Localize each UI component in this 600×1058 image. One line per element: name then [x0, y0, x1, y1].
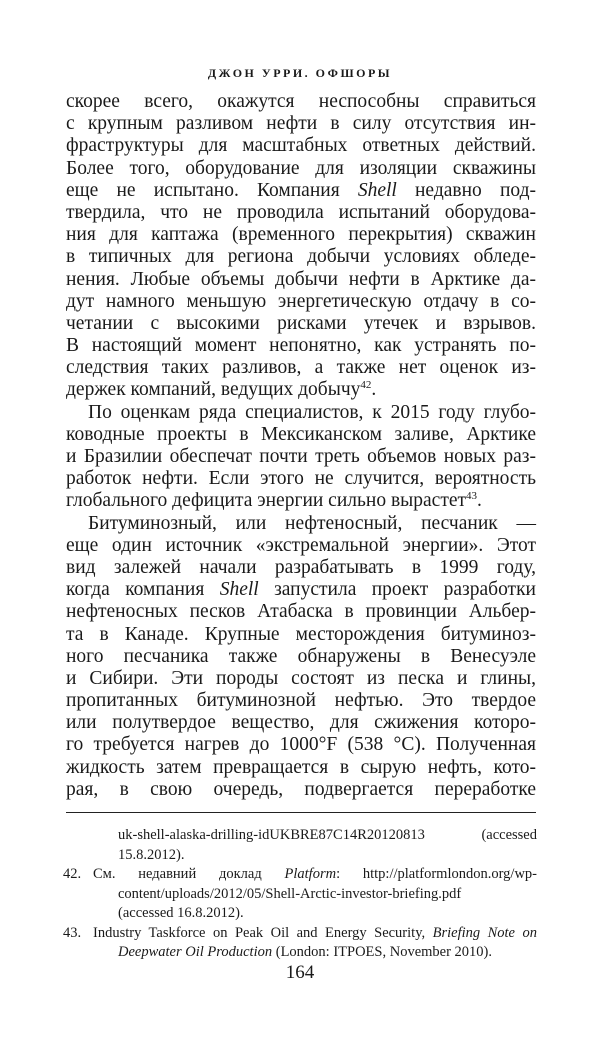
italic-text: Deepwater Oil Production — [118, 944, 273, 960]
text-line — [66, 757, 536, 779]
text-line — [66, 246, 536, 268]
text-segment: в типичных для региона добычи условиях обледе- — [66, 246, 536, 268]
text-line — [66, 557, 536, 579]
text-segment: content/uploads/2012/05/Shell-Arctic-investor-briefing.pdf — [118, 885, 462, 902]
footnote-number: 43. — [63, 924, 82, 941]
footnote-line — [63, 943, 537, 963]
text-segment: (London: ITPOES, November 2010). — [272, 944, 492, 960]
text-segment: Industry Taskforce on Peak Oil and Energy Security, — [93, 924, 433, 941]
text-segment: нефтеносных песков Атабаска в провинции Альбер- — [66, 601, 536, 623]
text-segment: жидкость затем превращается в сырую нефть, кото- — [66, 756, 536, 778]
italic-text: Shell — [357, 179, 397, 201]
footnote-line — [63, 865, 537, 885]
footnote-line — [63, 904, 537, 924]
text-segment: или полутвердое вещество, для сжижения которо- — [66, 712, 536, 734]
text-segment: еще один источник «экстремальной энергии». Этот — [66, 534, 536, 556]
footnotes — [63, 826, 537, 963]
text-segment: Более того, оборудование для изоляции скважины — [66, 157, 536, 179]
text-segment: 15.8.2012). — [118, 846, 185, 863]
footnote-divider — [66, 812, 536, 813]
text-line — [66, 513, 536, 535]
footnote-ref: 43 — [466, 490, 478, 503]
text-line — [66, 646, 536, 668]
footnote-line — [63, 846, 537, 866]
text-segment: См. недавний доклад — [93, 866, 285, 882]
text-line — [66, 402, 536, 424]
text-line — [66, 446, 536, 468]
text-line — [66, 490, 536, 512]
text-line — [66, 579, 536, 601]
text-segment: запустила проект разработки — [258, 579, 536, 601]
italic-text: Platform — [284, 866, 337, 882]
text-line — [66, 535, 536, 557]
text-segment: недавно под- — [396, 179, 536, 201]
text-segment: рая, в свою очередь, подвергается переработке — [66, 778, 536, 800]
text-segment: : http://platformlondon.org/wp- — [336, 866, 537, 882]
text-line — [66, 202, 536, 224]
text-line — [66, 379, 536, 401]
text-line — [66, 712, 536, 734]
text-segment: держек компаний, ведущих добычу — [66, 379, 361, 401]
text-segment: ния для каптажа (временного перекрытия) скважин — [66, 224, 536, 246]
text-line — [66, 779, 536, 801]
text-segment: глобального дефицита энергии сильно вырастет — [66, 490, 467, 512]
page-number: 164 — [285, 962, 315, 983]
text-segment: с крупным разливом нефти в силу отсутствия ин- — [66, 113, 536, 135]
text-line — [66, 269, 536, 291]
text-line — [66, 335, 536, 357]
running-header: ДЖОН УРРИ. ОФШОРЫ — [207, 66, 393, 80]
text-line — [66, 113, 536, 135]
footnote-ref: 42 — [360, 379, 372, 392]
text-line — [66, 357, 536, 379]
text-segment: когда компания — [66, 579, 220, 601]
text-line — [66, 668, 536, 690]
text-segment: еще не испытано. Компания — [66, 179, 358, 201]
text-segment: (accessed 16.8.2012). — [118, 905, 244, 921]
text-line — [66, 180, 536, 202]
text-line — [66, 158, 536, 180]
text-line — [66, 601, 536, 623]
text-segment: ного песчаника также обнаружены в Венесуэле — [66, 645, 536, 667]
italic-text: Briefing Note on — [432, 924, 537, 941]
footnote-line — [63, 826, 537, 846]
body-text — [66, 91, 536, 801]
text-segment: uk-shell-alaska-drilling-idUKBRE87C14R20120813 (accessed — [118, 827, 537, 843]
text-segment: фраструктуры для масштабных ответных действий. — [66, 135, 536, 157]
text-segment: Битуминозный, или нефтеносный, песчаник — — [88, 512, 536, 534]
text-segment: скорее всего, окажутся неспособны справиться — [66, 91, 536, 112]
text-segment: дут намного меньшую энергетическую отдачу в со- — [66, 290, 536, 312]
text-line — [66, 224, 536, 246]
text-segment: твердила, что не проводила испытаний оборудова- — [66, 201, 536, 223]
footnote-line — [63, 885, 537, 905]
text-segment: . — [477, 490, 482, 512]
text-segment: работок нефти. Если этого не случится, вероятность — [66, 468, 536, 490]
text-line — [66, 734, 536, 756]
text-line — [66, 313, 536, 335]
text-segment: и Бразилии обеспечат почти треть объемов новых раз- — [66, 446, 536, 467]
text-segment: нения. Любые объемы добычи нефти в Арктике да- — [66, 268, 536, 290]
text-line — [66, 135, 536, 157]
text-segment: следствия таких разливов, а также нет оценок из- — [66, 357, 536, 379]
text-segment: В настоящий момент непонятно, как устранять по- — [66, 335, 536, 357]
italic-text: Shell — [219, 579, 259, 601]
text-line — [66, 690, 536, 712]
footnote-line — [63, 924, 537, 944]
text-segment: По оценкам ряда специалистов, к 2015 году глубо- — [88, 401, 536, 423]
footnote-number: 42. — [63, 866, 82, 882]
text-segment: вид залежей начали разрабатывать в 1999 году, — [66, 556, 536, 578]
text-line — [66, 424, 536, 446]
text-line — [66, 91, 536, 113]
text-segment: четании с высокими рисками утечек и взрывов. — [66, 312, 536, 334]
text-segment: пропитанных битуминозной нефтью. Это твердое — [66, 690, 536, 712]
text-segment: . — [371, 379, 377, 401]
text-line — [66, 468, 536, 490]
text-segment: и Сибири. Эти породы состоят из песка и глины, — [66, 667, 536, 689]
text-line — [66, 624, 536, 646]
text-segment: та в Канаде. Крупные месторождения битуминоз- — [66, 623, 536, 645]
text-segment: го требуется нагрев до 1000°F (538 °C). Полученная — [66, 734, 536, 756]
text-line — [66, 291, 536, 313]
text-segment: ководные проекты в Мексиканском заливе, Арктике — [66, 423, 536, 445]
